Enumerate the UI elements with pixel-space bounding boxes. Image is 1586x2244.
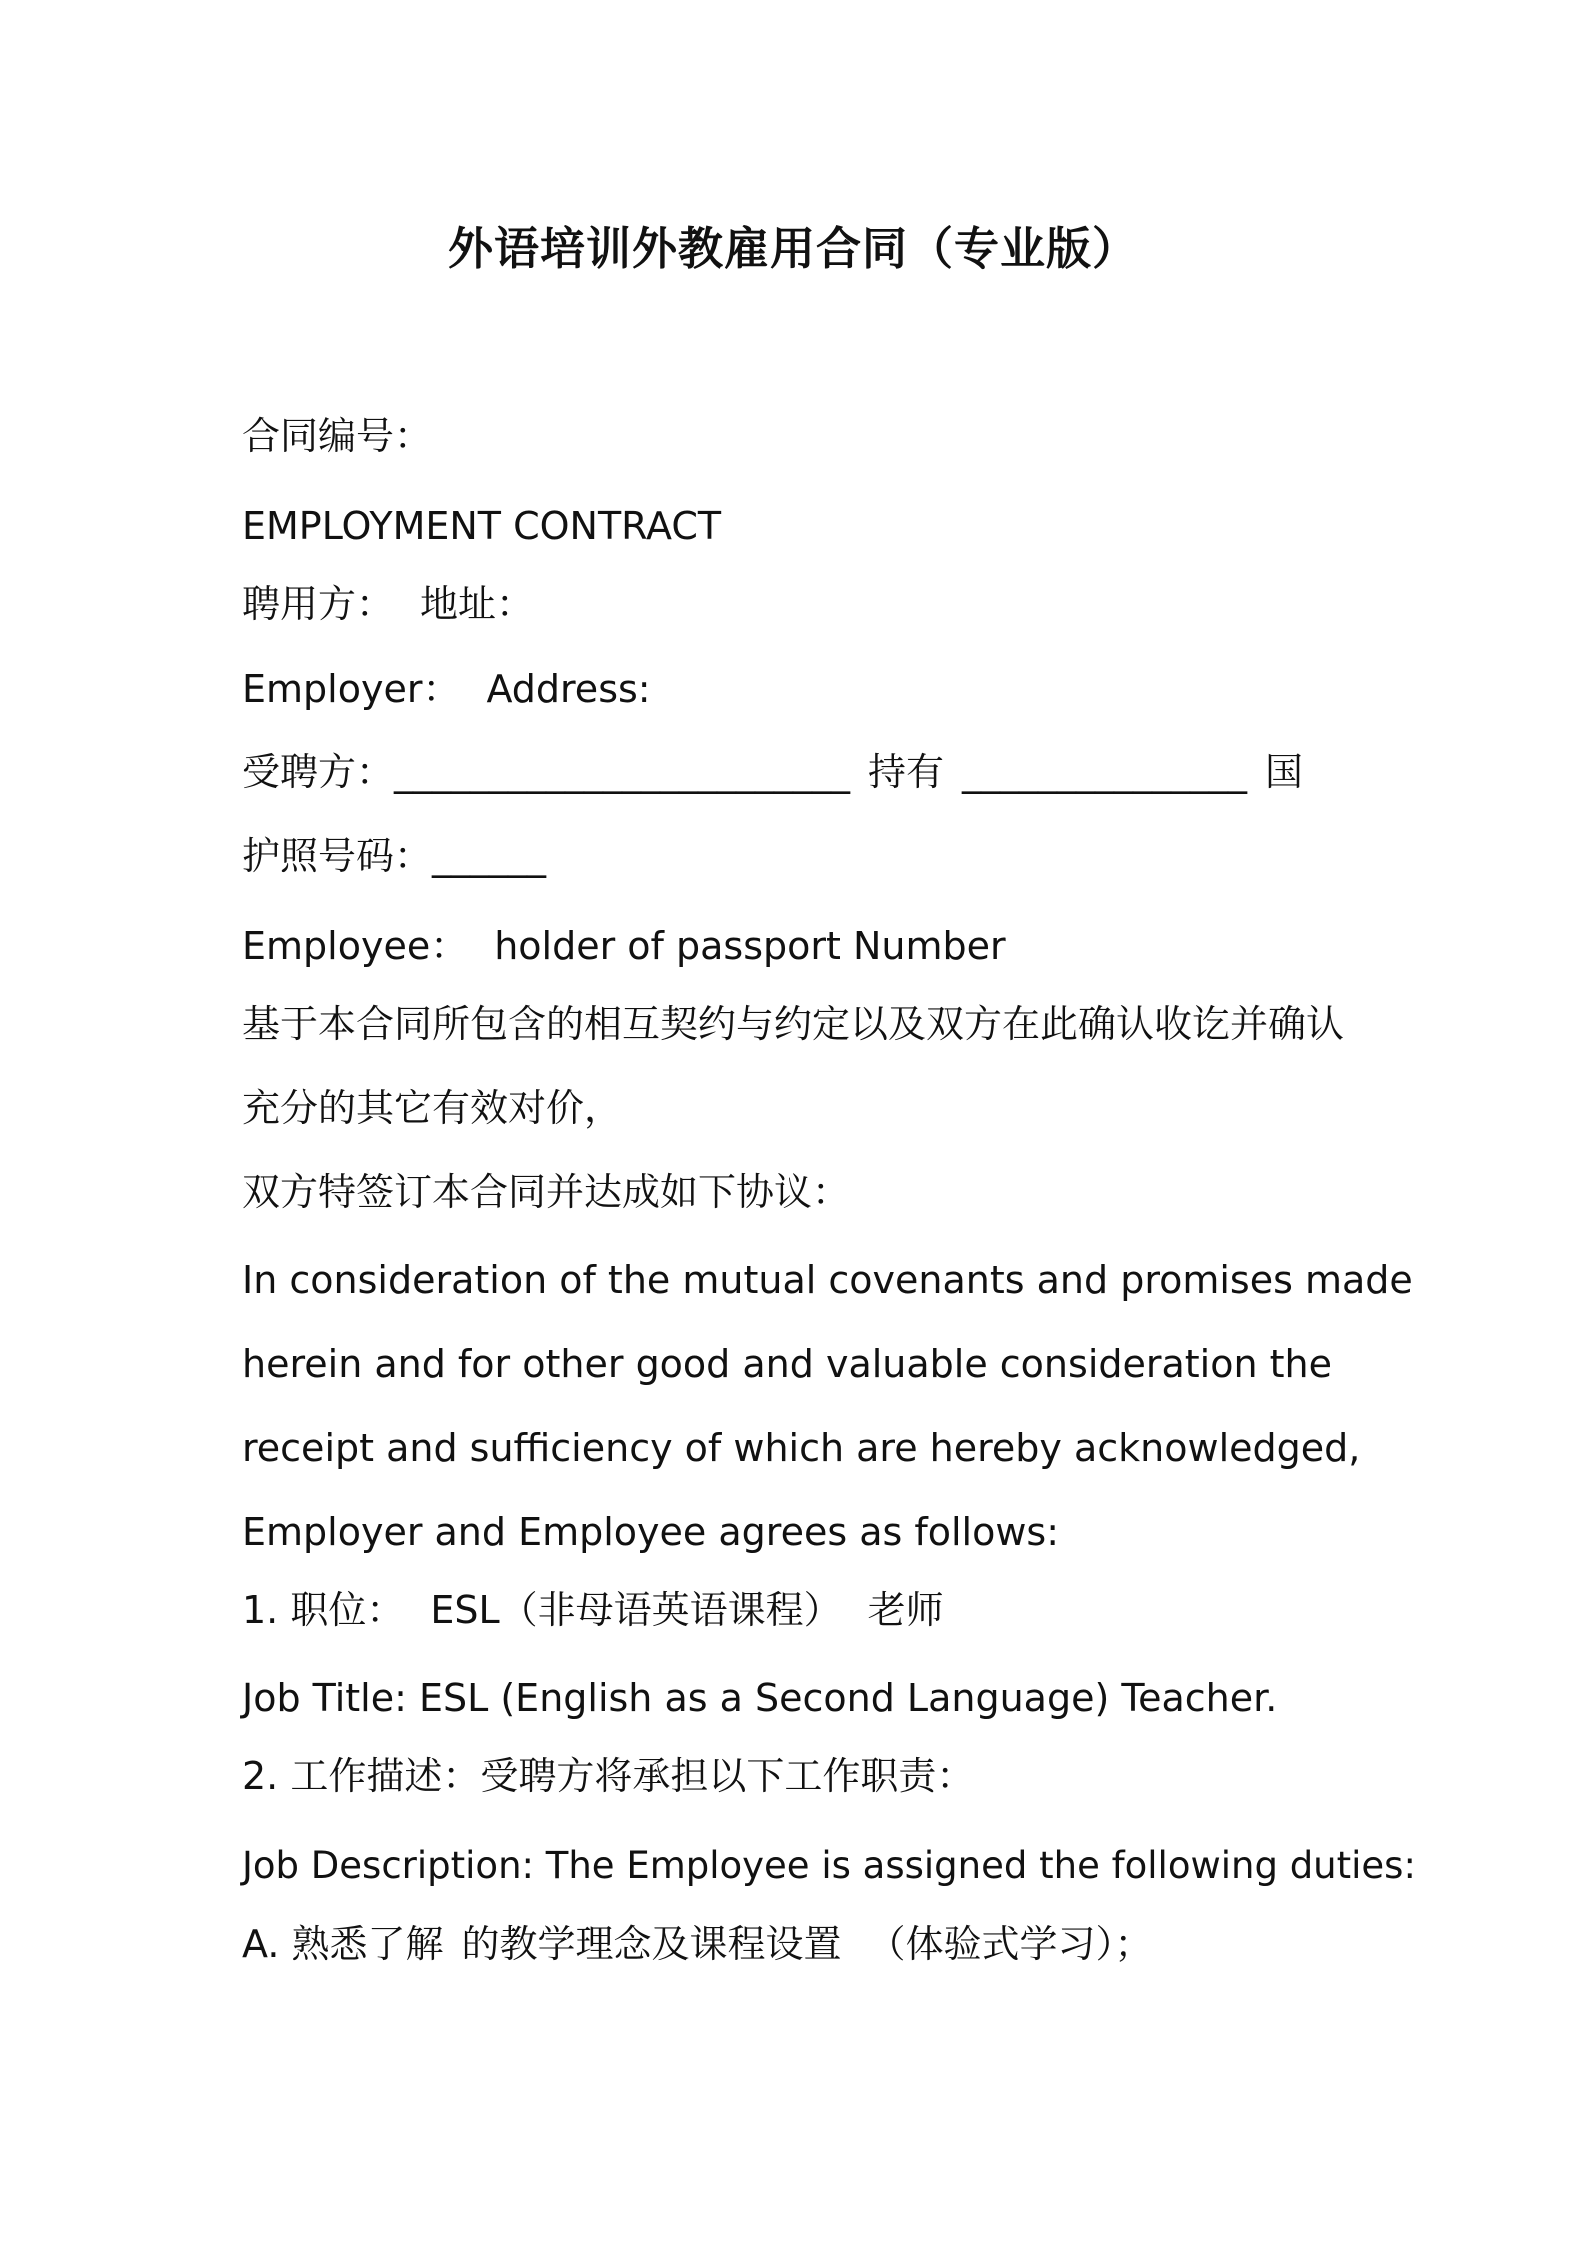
consideration-en-line-3: receipt and sufficiency of which are hereby acknowledged, xyxy=(242,1426,1361,1470)
consideration-cn-line-2: 充分的其它有效对价， xyxy=(242,1086,623,1130)
item-a-cn xyxy=(242,1920,1153,1968)
item-1-cn-label: 1. 职位： xyxy=(242,1588,405,1632)
item-a-label: A. 熟悉了解 xyxy=(242,1922,444,1966)
employer-label-en: Employer： xyxy=(242,667,461,711)
passport-number-cn: 护照号码：______ xyxy=(242,834,547,878)
item-2-cn: 2. 工作描述：受聘方将承担以下工作职责： xyxy=(242,1754,975,1798)
consideration-en-line-4: Employer and Employee agrees as follows: xyxy=(242,1510,1060,1554)
employer-address-en-line xyxy=(242,665,651,713)
employer-address-cn-line xyxy=(242,580,534,628)
employee-cn-line xyxy=(242,748,1303,796)
address-label-cn: 地址： xyxy=(420,582,535,626)
item-2-en: Job Description: The Employee is assigned the following duties: xyxy=(242,1844,1416,1887)
consideration-en-line-2: herein and for other good and valuable consideration the xyxy=(242,1342,1333,1386)
item-1-cn-role: 老师 xyxy=(867,1588,944,1632)
item-a-text: 的教学理念及课程设置 xyxy=(461,1922,842,1966)
employee-en-line xyxy=(242,922,1006,970)
item-1-cn-value: ESL（非母语英语课程） xyxy=(430,1588,842,1632)
item-1-cn xyxy=(242,1586,944,1634)
address-label-en: Address: xyxy=(486,667,651,711)
english-title: EMPLOYMENT CONTRACT xyxy=(242,504,722,548)
passport-holder-en: holder of passport Number xyxy=(494,924,1006,968)
country-label-cn: 国 xyxy=(1265,750,1304,794)
contract-number-label: 合同编号： xyxy=(242,414,433,458)
item-a-note: （体验式学习）； xyxy=(867,1922,1153,1966)
employee-label-cn: 受聘方：________________________ xyxy=(242,750,851,794)
consideration-en-line-1: In consideration of the mutual covenants and promises made xyxy=(242,1258,1413,1302)
holds-label-cn: 持有 xyxy=(868,750,945,794)
document-title: 外语培训外教雇用合同（专业版） xyxy=(447,222,1138,275)
consideration-cn-line-1: 基于本合同所包含的相互契约与约定以及双方在此确认收讫并确认 xyxy=(242,1002,1345,1046)
item-1-en: Job Title: ESL (English as a Second Language) Teacher. xyxy=(242,1676,1278,1720)
employer-label-cn: 聘用方： xyxy=(242,582,395,626)
employee-label-en: Employee： xyxy=(242,924,469,968)
nationality-blank: _______________ xyxy=(962,750,1248,794)
agreement-cn: 双方特签订本合同并达成如下协议： xyxy=(242,1170,851,1214)
